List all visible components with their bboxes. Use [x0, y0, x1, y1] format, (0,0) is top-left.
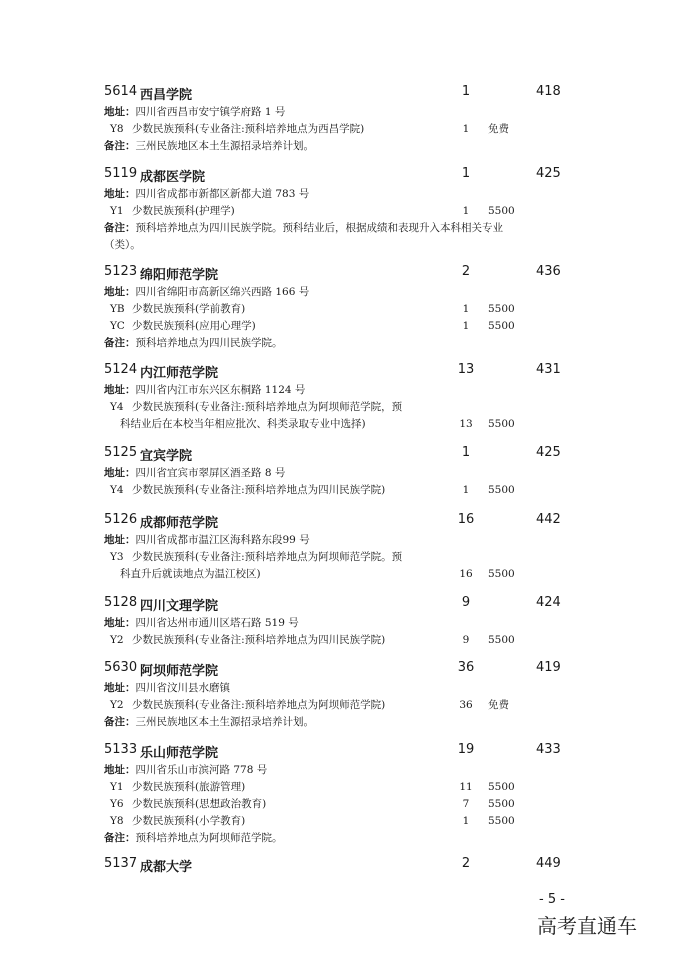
min-score: 431 [536, 362, 561, 377]
plan-count: 19 [457, 742, 475, 757]
plan-count: 2 [461, 856, 471, 871]
college-entry [104, 362, 604, 433]
min-score: 419 [536, 660, 561, 675]
address-line: 地址：四川省成都市温江区海科路东段99 号 [104, 534, 310, 546]
college-code: 5119 [104, 166, 138, 181]
watermark: 高考直通车 [537, 914, 637, 938]
plan-count: 2 [461, 264, 471, 279]
major-row: Y1 少数民族预科(护理学) 1 5500 [110, 205, 515, 217]
college-entry [104, 742, 604, 847]
address-line: 地址：四川省宜宾市翠屏区酒圣路 8 号 [104, 467, 286, 479]
major-row: Y8 少数民族预科(小学教育) 1 5500 [110, 815, 515, 827]
address-line: 地址：四川省成都市新都区新都大道 783 号 [104, 188, 310, 200]
college-entry [104, 660, 604, 731]
plan-count: 1 [461, 84, 471, 99]
min-score: 436 [536, 264, 561, 279]
major-row: Y4 少数民族预科(专业备注:预科培养地点为阿坝师范学院，预 [110, 401, 403, 413]
major-row: YC 少数民族预科(应用心理学) 1 5500 [110, 320, 515, 332]
note-line: 备注：预科培养地点为阿坝师范学院。 [104, 832, 283, 844]
college-code: 5133 [104, 742, 138, 757]
college-code: 5125 [104, 445, 138, 460]
min-score: 418 [536, 84, 561, 99]
major-row-continued: 科直升后就读地点为温江校区) 16 5500 [120, 568, 515, 580]
plan-count: 36 [457, 660, 475, 675]
college-name: 四川文理学院 [140, 599, 219, 614]
plan-count: 9 [461, 595, 471, 610]
college-entry [104, 445, 604, 499]
college-name: 成都大学 [140, 860, 193, 875]
note-line: 备注：三州民族地区本土生源招录培养计划。 [104, 716, 314, 728]
major-row: Y2 少数民族预科(专业备注:预科培养地点为四川民族学院) 9 5500 [110, 634, 515, 646]
min-score: 433 [536, 742, 561, 757]
address-line: 地址：四川省乐山市滨河路 778 号 [104, 764, 268, 776]
note-line: 备注：三州民族地区本土生源招录培养计划。 [104, 140, 314, 152]
min-score: 425 [536, 166, 561, 181]
major-row-continued: 科结业后在本校当年相应批次、科类录取专业中选择) 13 5500 [120, 418, 515, 430]
college-code: 5123 [104, 264, 138, 279]
college-code: 5128 [104, 595, 138, 610]
page-number: - 5 - [539, 892, 565, 907]
college-code: 5630 [104, 660, 138, 675]
major-row: Y1 少数民族预科(旅游管理) 11 5500 [110, 781, 515, 793]
college-name: 西昌学院 [140, 88, 193, 103]
college-entry [104, 166, 604, 254]
address-line: 地址：四川省绵阳市高新区绵兴西路 166 号 [104, 286, 310, 298]
address-line: 地址：四川省西昌市安宁镇学府路 1 号 [104, 106, 286, 118]
major-row: Y8 少数民族预科(专业备注:预科培养地点为西昌学院) 1 免费 [110, 123, 509, 135]
note-line: 备注：预科培养地点为四川民族学院。预科结业后，根据成绩和表现升入本科相关专业 [104, 222, 503, 234]
college-name: 宜宾学院 [140, 449, 193, 464]
major-row: Y4 少数民族预科(专业备注:预科培养地点为四川民族学院) 1 5500 [110, 484, 515, 496]
plan-count: 1 [461, 445, 471, 460]
college-name: 阿坝师范学院 [140, 664, 219, 679]
note-line: 备注：预科培养地点为四川民族学院。 [104, 337, 283, 349]
min-score: 425 [536, 445, 561, 460]
min-score: 442 [536, 512, 561, 527]
college-entry [104, 856, 604, 876]
college-entry [104, 595, 604, 649]
college-name: 成都医学院 [140, 170, 206, 185]
college-name: 内江师范学院 [140, 366, 219, 381]
college-name: 成都师范学院 [140, 516, 219, 531]
college-name: 乐山师范学院 [140, 746, 219, 761]
address-line: 地址：四川省内江市东兴区东桐路 1124 号 [104, 384, 306, 396]
min-score: 449 [536, 856, 561, 871]
address-line: 地址：四川省汶川县水磨镇 [104, 682, 230, 694]
college-name: 绵阳师范学院 [140, 268, 219, 283]
note-line-continued: （类）。 [104, 239, 141, 251]
college-entry [104, 84, 604, 155]
major-row: Y2 少数民族预科(专业备注:预科培养地点为阿坝师范学院) 36 免费 [110, 699, 509, 711]
address-line: 地址：四川省达州市通川区塔石路 519 号 [104, 617, 299, 629]
college-entry [104, 512, 604, 583]
college-code: 5124 [104, 362, 138, 377]
major-row: Y3 少数民族预科(专业备注:预科培养地点为阿坝师范学院。预 [110, 551, 403, 563]
plan-count: 13 [457, 362, 475, 377]
major-row: YB 少数民族预科(学前教育) 1 5500 [110, 303, 515, 315]
college-code: 5614 [104, 84, 138, 99]
min-score: 424 [536, 595, 561, 610]
college-code: 5137 [104, 856, 138, 871]
college-code: 5126 [104, 512, 138, 527]
plan-count: 1 [461, 166, 471, 181]
plan-count: 16 [457, 512, 475, 527]
college-entry [104, 264, 604, 352]
major-row: Y6 少数民族预科(思想政治教育) 7 5500 [110, 798, 515, 810]
